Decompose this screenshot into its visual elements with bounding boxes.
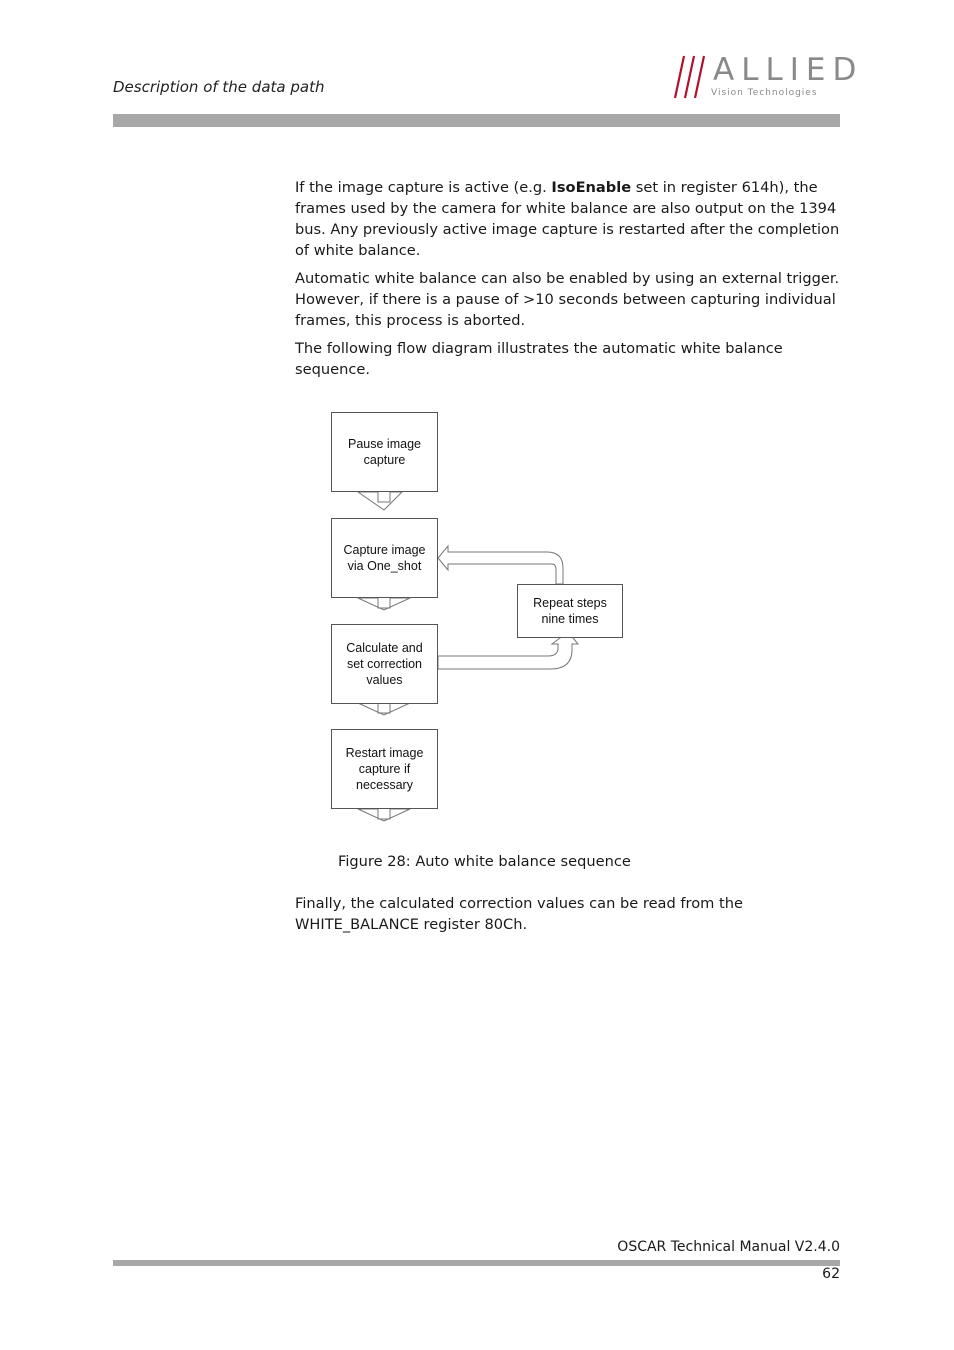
step-restart-capture: Restart image capture if necessary — [331, 729, 438, 809]
paragraph-4: Finally, the calculated correction values can be read from the WHITE_BALANCE register 80Ch. — [295, 895, 743, 933]
logo-tagline: Vision Technologies — [711, 88, 818, 98]
step-calculate-correction: Calculate and set correction values — [331, 624, 438, 704]
arrow-down-1 — [358, 492, 402, 510]
loop-repeat-box: Repeat steps nine times — [517, 584, 623, 638]
figure-caption: Figure 28: Auto white balance sequence — [338, 853, 631, 870]
paragraph-2: Automatic white balance can also be enabled by using an external trigger. However, if there is a pause of >10 seconds between capturing individual frames, this process is aborted. — [295, 270, 840, 329]
paragraph-1: If the image capture is active (e.g. IsoEnable set in register 614h), the frames used by the camera for white balance are also output on the 1394 bus. Any previously active image capture is restarted after the completion of white balance. — [295, 179, 840, 259]
page-number: 62 — [822, 1266, 840, 1282]
logo-slashes-icon — [665, 54, 713, 100]
flow-diagram — [320, 400, 640, 850]
section-title: Description of the data path — [113, 78, 325, 96]
header-divider — [113, 114, 840, 127]
body-content-final — [295, 893, 855, 942]
body-content — [295, 177, 855, 387]
paragraph-3: The following flow diagram illustrates the automatic white balance sequence. — [295, 340, 783, 378]
manual-title: OSCAR Technical Manual V2.4.0 — [617, 1239, 840, 1255]
loop-arrow-back — [438, 546, 563, 584]
footer-divider — [113, 1260, 840, 1266]
arrow-down-4 — [358, 809, 410, 821]
step-capture-image: Capture image via One_shot — [331, 518, 438, 598]
logo-wordmark: ALLIED — [713, 52, 864, 88]
register-name-bold: IsoEnable — [551, 179, 632, 196]
company-logo — [665, 52, 864, 102]
arrow-down-3 — [358, 703, 410, 715]
arrow-down-2 — [358, 598, 410, 610]
step-pause-capture: Pause image capture — [331, 412, 438, 492]
